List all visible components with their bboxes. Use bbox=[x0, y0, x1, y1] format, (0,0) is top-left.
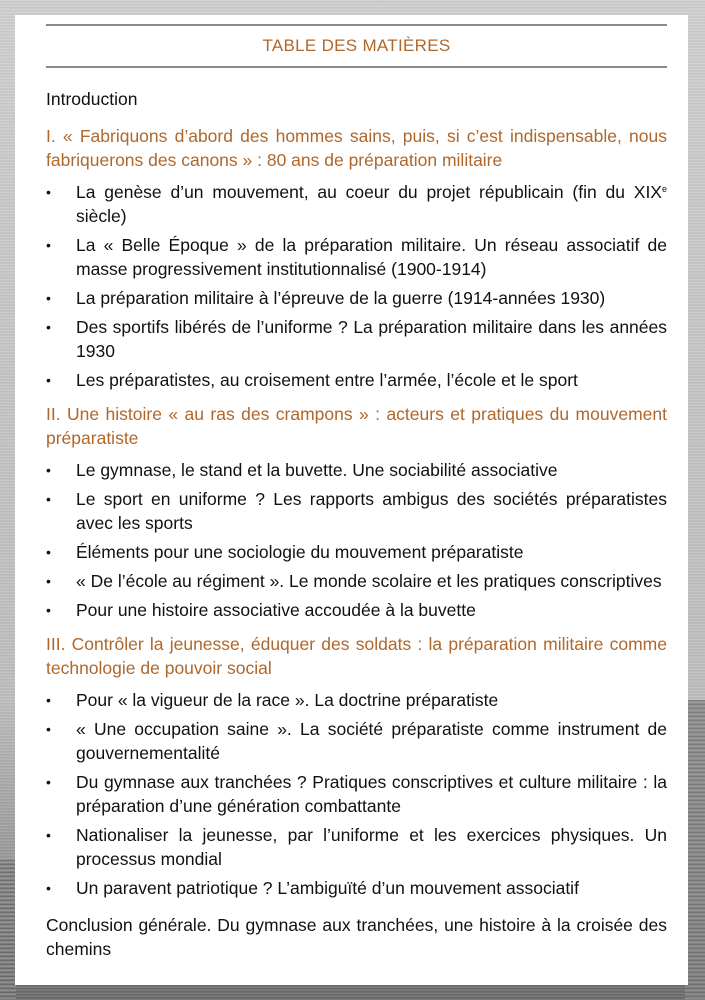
section-heading-2[interactable]: II. Une histoire « au ras des crampons » : acteurs et pratiques du mouvement préparatiste bbox=[46, 404, 667, 448]
bullet-icon: • bbox=[46, 184, 51, 200]
bullet-icon: • bbox=[46, 692, 51, 708]
toc-item-text: Du gymnase aux tranchées ? Pratiques conscriptives et culture militaire : la préparation d’une génération combattante bbox=[76, 772, 667, 816]
bullet-icon: • bbox=[46, 573, 51, 589]
title-rule-bottom bbox=[46, 66, 667, 68]
toc-item-text: Un paravent patriotique ? L’ambiguïté d’un mouvement associatif bbox=[76, 878, 579, 898]
toc-item[interactable] bbox=[46, 458, 667, 482]
section-1-items bbox=[46, 180, 667, 392]
toc-entry-introduction[interactable]: Introduction bbox=[46, 89, 138, 109]
toc-item-text: Pour « la vigueur de la race ». La doctrine préparatiste bbox=[76, 690, 499, 710]
toc-item-text: Des sportifs libérés de l’uniforme ? La préparation militaire dans les années 1930 bbox=[76, 317, 667, 361]
bullet-icon: • bbox=[46, 827, 51, 843]
background-texture-right bbox=[685, 700, 705, 1000]
toc-item[interactable] bbox=[46, 569, 667, 593]
section-heading-1[interactable]: I. « Fabriquons d’abord des hommes sains, puis, si c’est indispensable, nous fabriquerons des canons » : 80 ans de préparation militaire bbox=[46, 126, 667, 170]
toc-item-text: Éléments pour une sociologie du mouvement préparatiste bbox=[76, 542, 524, 562]
toc-item[interactable] bbox=[46, 598, 667, 622]
bullet-icon: • bbox=[46, 774, 51, 790]
toc-item[interactable] bbox=[46, 368, 667, 392]
section-heading-3[interactable]: III. Contrôler la jeunesse, éduquer des soldats : la préparation militaire comme technologie de pouvoir social bbox=[46, 634, 667, 678]
bullet-icon: • bbox=[46, 290, 51, 306]
toc-item[interactable] bbox=[46, 233, 667, 281]
toc-content bbox=[46, 15, 667, 961]
toc-item[interactable] bbox=[46, 717, 667, 765]
bullet-icon: • bbox=[46, 319, 51, 335]
toc-item-text: Nationaliser la jeunesse, par l’uniforme et les exercices physiques. Un processus mondial bbox=[76, 825, 667, 869]
toc-item-text: « De l’école au régiment ». Le monde scolaire et les pratiques conscriptives bbox=[76, 571, 662, 591]
background-texture-left bbox=[0, 860, 16, 1000]
bullet-icon: • bbox=[46, 237, 51, 253]
toc-item[interactable] bbox=[46, 823, 667, 871]
toc-item[interactable] bbox=[46, 180, 667, 228]
toc-item-text-tail: siècle) bbox=[76, 206, 127, 226]
toc-item[interactable] bbox=[46, 315, 667, 363]
toc-item-text: Pour une histoire associative accoudée à la buvette bbox=[76, 600, 476, 620]
bullet-icon: • bbox=[46, 880, 51, 896]
toc-item[interactable] bbox=[46, 286, 667, 310]
bullet-icon: • bbox=[46, 602, 51, 618]
toc-item-text: Les préparatistes, au croisement entre l’armée, l’école et le sport bbox=[76, 370, 578, 390]
bullet-icon: • bbox=[46, 721, 51, 737]
section-2-items bbox=[46, 458, 667, 622]
section-3-items bbox=[46, 688, 667, 900]
toc-item[interactable] bbox=[46, 688, 667, 712]
toc-page bbox=[15, 15, 688, 985]
toc-item-text: « Une occupation saine ». La société préparatiste comme instrument de gouvernementalité bbox=[76, 719, 667, 763]
toc-item-text: La « Belle Époque » de la préparation militaire. Un réseau associatif de masse progressivement institutionnalisé (1900-1914) bbox=[76, 235, 667, 279]
bullet-icon: • bbox=[46, 372, 51, 388]
bullet-icon: • bbox=[46, 544, 51, 560]
toc-entry-conclusion[interactable]: Conclusion générale. Du gymnase aux tranchées, une histoire à la croisée des chemins bbox=[46, 915, 667, 959]
toc-item[interactable] bbox=[46, 487, 667, 535]
toc-item[interactable] bbox=[46, 540, 667, 564]
toc-item-text: Le gymnase, le stand et la buvette. Une sociabilité associative bbox=[76, 460, 558, 480]
toc-item-text: La genèse d’un mouvement, au coeur du projet républicain (fin du XIX bbox=[76, 182, 662, 202]
page-title: TABLE DES MATIÈRES bbox=[262, 36, 451, 55]
toc-item-text: La préparation militaire à l’épreuve de la guerre (1914-années 1930) bbox=[76, 288, 606, 308]
toc-item-text: Le sport en uniforme ? Les rapports ambigus des sociétés préparatistes avec les sports bbox=[76, 489, 667, 533]
superscript: e bbox=[661, 184, 667, 194]
bullet-icon: • bbox=[46, 491, 51, 507]
toc-item[interactable] bbox=[46, 770, 667, 818]
bullet-icon: • bbox=[46, 462, 51, 478]
toc-item[interactable] bbox=[46, 876, 667, 900]
